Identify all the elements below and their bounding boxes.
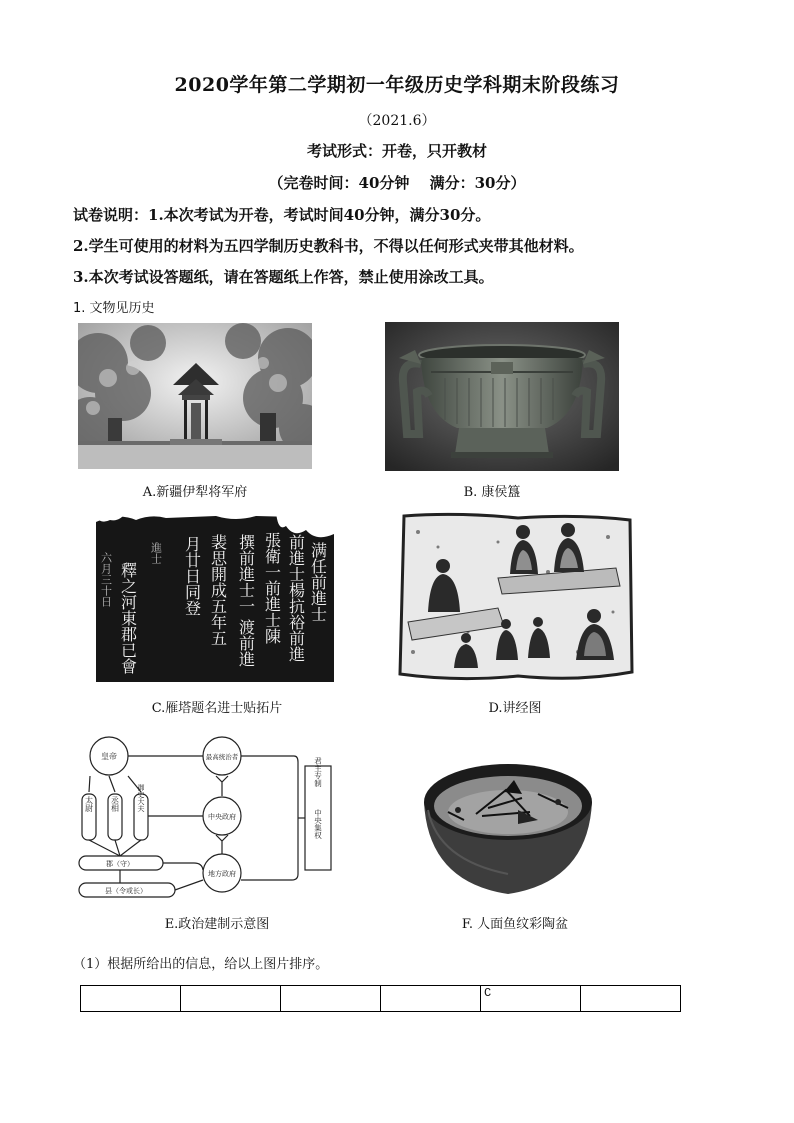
rubbing-inscription	[96, 512, 334, 682]
diagram-xian: 县（令或长）	[105, 887, 147, 895]
exam-time-score: （完卷时间：40分钟 满分：30分）	[268, 174, 526, 192]
diagram-side2: 中央集权	[313, 809, 323, 839]
rubbing-column: 張衛一前進士陳	[262, 532, 282, 644]
rubbing-column: 月廿日同登	[182, 536, 202, 616]
rubbing-column: 满任前進士	[308, 542, 328, 622]
page-title: 2020学年第二学期初一年级历史学科期末阶段练习	[174, 74, 620, 96]
caption-c: C.雁塔题名进士贴拓片	[151, 701, 283, 716]
rubbing-column: 釋之河東郡已會	[118, 562, 138, 674]
relief-lecture-scene	[398, 512, 634, 682]
answer-cell[interactable]	[281, 986, 381, 1012]
photo-pottery-basin	[418, 750, 598, 900]
answer-grid	[80, 985, 681, 1012]
instruction-line: 试卷说明：1.本次考试为开卷，考试时间40分钟，满分30分。	[73, 206, 491, 224]
caption-a: A.新疆伊犁将军府	[142, 485, 248, 500]
svg-text:六月三十日: 六月三十日	[99, 552, 113, 607]
instruction-line: 2.学生可使用的材料为五四学制历史教科书，不得以任何形式夹带其他材料。	[73, 237, 584, 255]
political-structure-diagram	[76, 732, 346, 902]
subquestion-1: （1）根据所给出的信息，给以上图片排序。	[73, 957, 329, 972]
caption-b: B. 康侯簋	[463, 485, 521, 500]
caption-f: F. 人面鱼纹彩陶盆	[461, 917, 569, 932]
exam-form: 考试形式：开卷，只开教材	[306, 142, 487, 160]
rubbing-column: 撰前進士一 渡前進	[236, 534, 256, 668]
diagram-central: 中央政府	[208, 813, 236, 821]
exam-date: （2021.6）	[358, 113, 436, 129]
diagram-supreme: 最高统治者	[205, 753, 239, 761]
rubbing-column: 裴思開成五年五	[208, 534, 228, 646]
svg-text:進士: 進士	[149, 542, 163, 564]
diagram-emperor: 皇帝	[101, 752, 117, 761]
answer-cell[interactable]	[181, 986, 281, 1012]
rubbing-column: 前進士楊抗裕前進	[286, 534, 306, 662]
diagram-yushi: 御史大夫	[137, 784, 145, 812]
diagram-local: 地方政府	[208, 870, 236, 878]
diagram-taiwei: 太尉	[84, 796, 94, 812]
answer-cell[interactable]	[581, 986, 681, 1012]
diagram-chengxiang: 丞相	[110, 796, 120, 812]
diagram-jun: 郡（守）	[106, 860, 134, 868]
photo-bronze-gui	[385, 322, 619, 471]
photo-pavilion	[78, 323, 312, 469]
question-heading: 1. 文物见历史	[73, 301, 155, 316]
answer-cell[interactable]	[81, 986, 181, 1012]
answer-cell[interactable]: C	[481, 986, 581, 1012]
answer-cell[interactable]	[381, 986, 481, 1012]
caption-d: D.讲经图	[488, 701, 542, 716]
diagram-side1: 君主专制	[313, 757, 323, 787]
caption-e: E.政治建制示意图	[164, 917, 270, 932]
instruction-line: 3.本次考试设答题纸，请在答题纸上作答，禁止使用涂改工具。	[73, 268, 494, 286]
